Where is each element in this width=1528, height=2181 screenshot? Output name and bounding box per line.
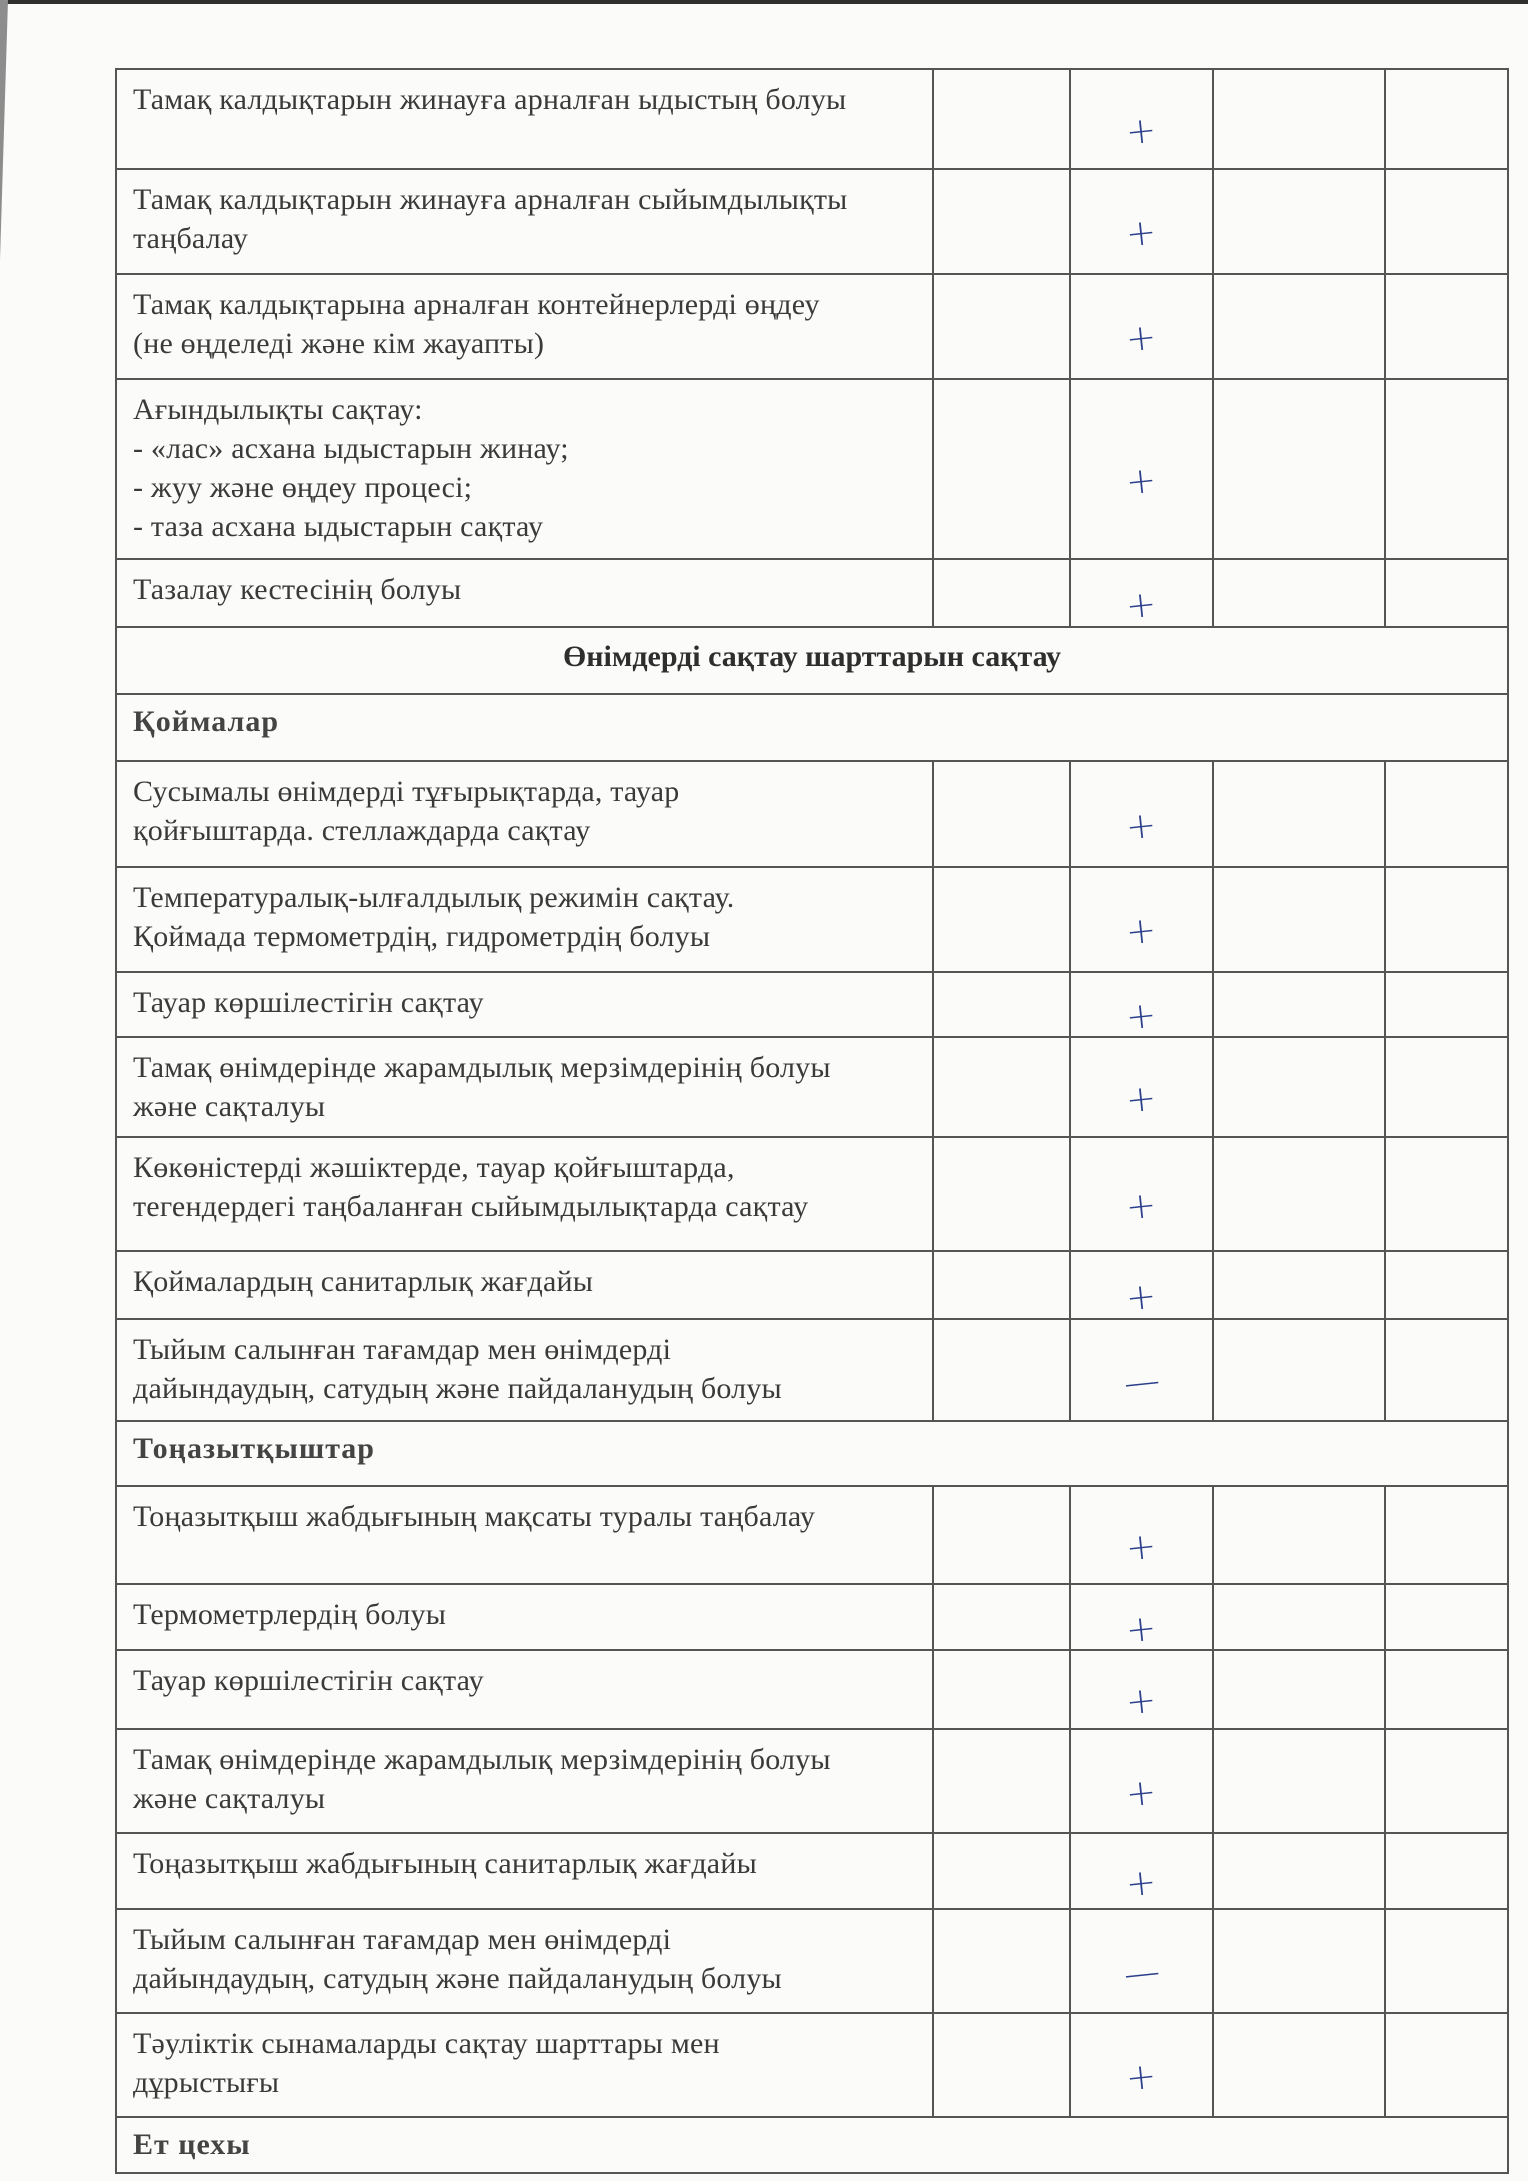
empty-cell (1213, 559, 1385, 627)
plus-mark: + (1124, 909, 1159, 954)
handwritten-mark-cell (1070, 274, 1213, 379)
checklist-row (116, 972, 1508, 1037)
empty-cell (1213, 1909, 1385, 2013)
empty-cell (1213, 1584, 1385, 1650)
empty-cell (933, 2013, 1070, 2117)
scan-left-shadow (0, 0, 8, 260)
checklist-row (116, 1833, 1508, 1909)
handwritten-mark-cell (1070, 1137, 1213, 1251)
empty-cell (1213, 1251, 1385, 1319)
empty-cell (1213, 1650, 1385, 1729)
checklist-row (116, 379, 1508, 559)
checklist-row (116, 1251, 1508, 1319)
dash-mark: — (1121, 1359, 1162, 1405)
empty-cell (1385, 379, 1508, 559)
empty-cell (933, 169, 1070, 274)
handwritten-mark-cell (1070, 761, 1213, 867)
checklist-row (116, 1584, 1508, 1650)
criterion-cell (116, 1909, 933, 2013)
subsection-title: Ет цехы (116, 2117, 1508, 2173)
empty-cell (933, 379, 1070, 559)
empty-cell (1385, 1251, 1508, 1319)
checklist-row (116, 1650, 1508, 1729)
empty-cell (1213, 972, 1385, 1037)
handwritten-mark-cell (1070, 379, 1213, 559)
checklist-row (116, 1319, 1508, 1421)
criterion-cell (116, 1486, 933, 1584)
empty-cell (933, 1833, 1070, 1909)
empty-cell (1213, 169, 1385, 274)
checklist-row (116, 1137, 1508, 1251)
empty-cell (933, 1729, 1070, 1833)
empty-cell (1385, 69, 1508, 169)
criterion-text-line: Тоңазытқыш жабдығының мақсаты туралы таңбалау (133, 1500, 816, 1533)
handwritten-mark-cell (1070, 2013, 1213, 2117)
criterion-text-line: Тауар көршілестігін сақтау (133, 1664, 484, 1697)
plus-mark: + (1124, 459, 1159, 503)
plus-mark: + (1124, 1771, 1159, 1815)
criterion-text-line: Тыйым салынған тағамдар мен өнімдерді (133, 1333, 672, 1366)
checklist-row (116, 69, 1508, 169)
plus-mark: + (1124, 583, 1159, 627)
criterion-text-line: қойғыштарда. стеллаждарда сақтау (133, 814, 591, 847)
criterion-text-line: Температуралық-ылғалдылық режимін сақтау. (133, 881, 735, 914)
empty-cell (933, 972, 1070, 1037)
section-title: Өнімдерді сақтау шарттарын сақтау (116, 627, 1508, 694)
handwritten-mark-cell (1070, 1584, 1213, 1650)
criterion-text-line: Тамақ калдықтарын жинауға арналған ыдыстың болуы (133, 83, 847, 116)
criterion-cell (116, 1251, 933, 1319)
criterion-cell (116, 274, 933, 379)
handwritten-mark-cell (1070, 1486, 1213, 1584)
criterion-cell (116, 1137, 933, 1251)
criterion-text-line: Тауар көршілестігін сақтау (133, 986, 484, 1019)
criterion-cell (116, 761, 933, 867)
handwritten-mark-cell (1070, 169, 1213, 274)
subsection-title: Қоймалар (116, 694, 1508, 761)
empty-cell (1385, 1729, 1508, 1833)
criterion-text-line: Көкөністерді жәшіктерде, тауар қойғыштарда, (133, 1151, 735, 1184)
empty-cell (1213, 1319, 1385, 1421)
plus-mark: + (1124, 1525, 1159, 1569)
handwritten-mark-cell (1070, 972, 1213, 1037)
criterion-cell (116, 867, 933, 972)
empty-cell (1213, 1486, 1385, 1584)
empty-cell (1385, 1137, 1508, 1251)
empty-cell (933, 1137, 1070, 1251)
criterion-text-line: (не өңделеді және кім жауапты) (133, 327, 545, 360)
empty-cell (1385, 1833, 1508, 1909)
checklist-row (116, 1037, 1508, 1137)
criterion-text-line: Тамақ калдықтарына арналған контейнерлерді өңдеу (133, 288, 820, 321)
subsection-header-row (116, 1421, 1508, 1486)
empty-cell (933, 274, 1070, 379)
criterion-text-line: Қоймада термометрдің, гидрометрдің болуы (133, 920, 711, 953)
scan-top-edge (0, 0, 1528, 4)
empty-cell (1213, 761, 1385, 867)
plus-mark: + (1124, 1077, 1159, 1121)
empty-cell (1213, 274, 1385, 379)
handwritten-mark-cell (1070, 1833, 1213, 1909)
criterion-text-line: Ағындылықты сақтау: (133, 393, 423, 426)
handwritten-mark-cell (1070, 1037, 1213, 1137)
empty-cell (1385, 867, 1508, 972)
plus-mark: + (1124, 804, 1159, 848)
criterion-text-line: Сусымалы өнімдерді тұғырықтарда, тауар (133, 775, 680, 808)
criterion-text-line: - «лас» асхана ыдыстарын жинау; (133, 432, 569, 465)
empty-cell (933, 1319, 1070, 1421)
empty-cell (933, 1909, 1070, 2013)
checklist-row (116, 1729, 1508, 1833)
empty-cell (933, 867, 1070, 972)
criterion-text-line: Тамақ өнімдерінде жарамдылық мерзімдерінің болуы (133, 1743, 831, 1776)
checklist-row (116, 867, 1508, 972)
checklist-row (116, 2013, 1508, 2117)
empty-cell (1385, 1650, 1508, 1729)
criterion-cell (116, 2013, 933, 2117)
handwritten-mark-cell (1070, 867, 1213, 972)
criterion-text-line: таңбалау (133, 222, 249, 255)
checklist-row (116, 274, 1508, 379)
empty-cell (1385, 1037, 1508, 1137)
empty-cell (1385, 1584, 1508, 1650)
checklist-row (116, 169, 1508, 274)
criterion-text-line: дұрыстығы (133, 2066, 280, 2099)
empty-cell (1385, 1909, 1508, 2013)
criterion-cell (116, 559, 933, 627)
empty-cell (933, 1486, 1070, 1584)
criterion-cell (116, 169, 933, 274)
empty-cell (1213, 1037, 1385, 1137)
criterion-text-line: Қоймалардың санитарлық жағдайы (133, 1265, 594, 1298)
criterion-text-line: Тоңазытқыш жабдығының санитарлық жағдайы (133, 1847, 757, 1880)
dash-mark: — (1121, 1950, 1162, 1996)
criterion-cell (116, 1833, 933, 1909)
empty-cell (1213, 1729, 1385, 1833)
criterion-text-line: - жуу және өңдеу процесі; (133, 471, 473, 504)
section-header-row (116, 627, 1508, 694)
checklist-row (116, 761, 1508, 867)
empty-cell (933, 1584, 1070, 1650)
empty-cell (1385, 1486, 1508, 1584)
plus-mark: + (1124, 1607, 1159, 1651)
checklist-row (116, 1909, 1508, 2013)
criterion-cell (116, 1650, 933, 1729)
empty-cell (1213, 2013, 1385, 2117)
inspection-checklist-table (115, 68, 1509, 2174)
subsection-title: Тоңазытқыштар (116, 1421, 1508, 1486)
plus-mark: + (1124, 1184, 1159, 1228)
plus-mark: + (1124, 316, 1159, 361)
handwritten-mark-cell (1070, 1909, 1213, 2013)
criterion-cell (116, 1319, 933, 1421)
empty-cell (1385, 972, 1508, 1037)
criterion-cell (116, 1729, 933, 1833)
handwritten-mark-cell (1070, 559, 1213, 627)
criterion-text-line: және сақталуы (133, 1090, 326, 1123)
empty-cell (1213, 867, 1385, 972)
plus-mark: + (1124, 109, 1159, 153)
criterion-text-line: дайындаудың, сатудың және пайдаланудың болуы (133, 1372, 782, 1405)
empty-cell (933, 1650, 1070, 1729)
empty-cell (933, 761, 1070, 867)
handwritten-mark-cell (1070, 1729, 1213, 1833)
empty-cell (1385, 2013, 1508, 2117)
handwritten-mark-cell (1070, 69, 1213, 169)
checklist-row (116, 559, 1508, 627)
criterion-text-line: және сақталуы (133, 1782, 326, 1815)
criterion-text-line: Тазалау кестесінің болуы (133, 573, 462, 606)
criterion-text-line: Тамақ калдықтарын жинауға арналған сыйымдылықты (133, 183, 848, 216)
subsection-header-row (116, 694, 1508, 761)
criterion-text-line: Тыйым салынған тағамдар мен өнімдерді (133, 1923, 672, 1956)
empty-cell (933, 1037, 1070, 1137)
empty-cell (1213, 379, 1385, 559)
criterion-cell (116, 1584, 933, 1650)
criterion-text-line: Термометрлердің болуы (133, 1598, 447, 1631)
criterion-cell (116, 69, 933, 169)
plus-mark: + (1124, 1275, 1159, 1319)
criterion-text-line: Тәуліктік сынамаларды сақтау шарттары мен (133, 2027, 720, 2060)
criterion-text-line: дайындаудың, сатудың және пайдаланудың болуы (133, 1962, 782, 1995)
plus-mark: + (1124, 994, 1159, 1039)
empty-cell (1213, 1833, 1385, 1909)
empty-cell (1213, 1137, 1385, 1251)
empty-cell (1213, 69, 1385, 169)
empty-cell (1385, 1319, 1508, 1421)
empty-cell (1385, 274, 1508, 379)
subsection-header-row (116, 2117, 1508, 2173)
empty-cell (933, 559, 1070, 627)
plus-mark: + (1124, 2055, 1159, 2099)
plus-mark: + (1124, 211, 1159, 256)
criterion-text-line: Тамақ өнімдерінде жарамдылық мерзімдерінің болуы (133, 1051, 831, 1084)
empty-cell (1385, 761, 1508, 867)
criterion-text-line: тегендердегі таңбаланған сыйымдылықтарда сақтау (133, 1190, 809, 1223)
criterion-cell (116, 972, 933, 1037)
empty-cell (933, 1251, 1070, 1319)
checklist-row (116, 1486, 1508, 1584)
checklist-body (116, 69, 1508, 2173)
plus-mark: + (1124, 1679, 1159, 1724)
empty-cell (933, 69, 1070, 169)
criterion-cell (116, 379, 933, 559)
handwritten-mark-cell (1070, 1251, 1213, 1319)
criterion-cell (116, 1037, 933, 1137)
criterion-text-line: - таза асхана ыдыстарын сақтау (133, 510, 544, 543)
plus-mark: + (1124, 1861, 1159, 1905)
empty-cell (1385, 559, 1508, 627)
handwritten-mark-cell (1070, 1650, 1213, 1729)
empty-cell (1385, 169, 1508, 274)
handwritten-mark-cell (1070, 1319, 1213, 1421)
